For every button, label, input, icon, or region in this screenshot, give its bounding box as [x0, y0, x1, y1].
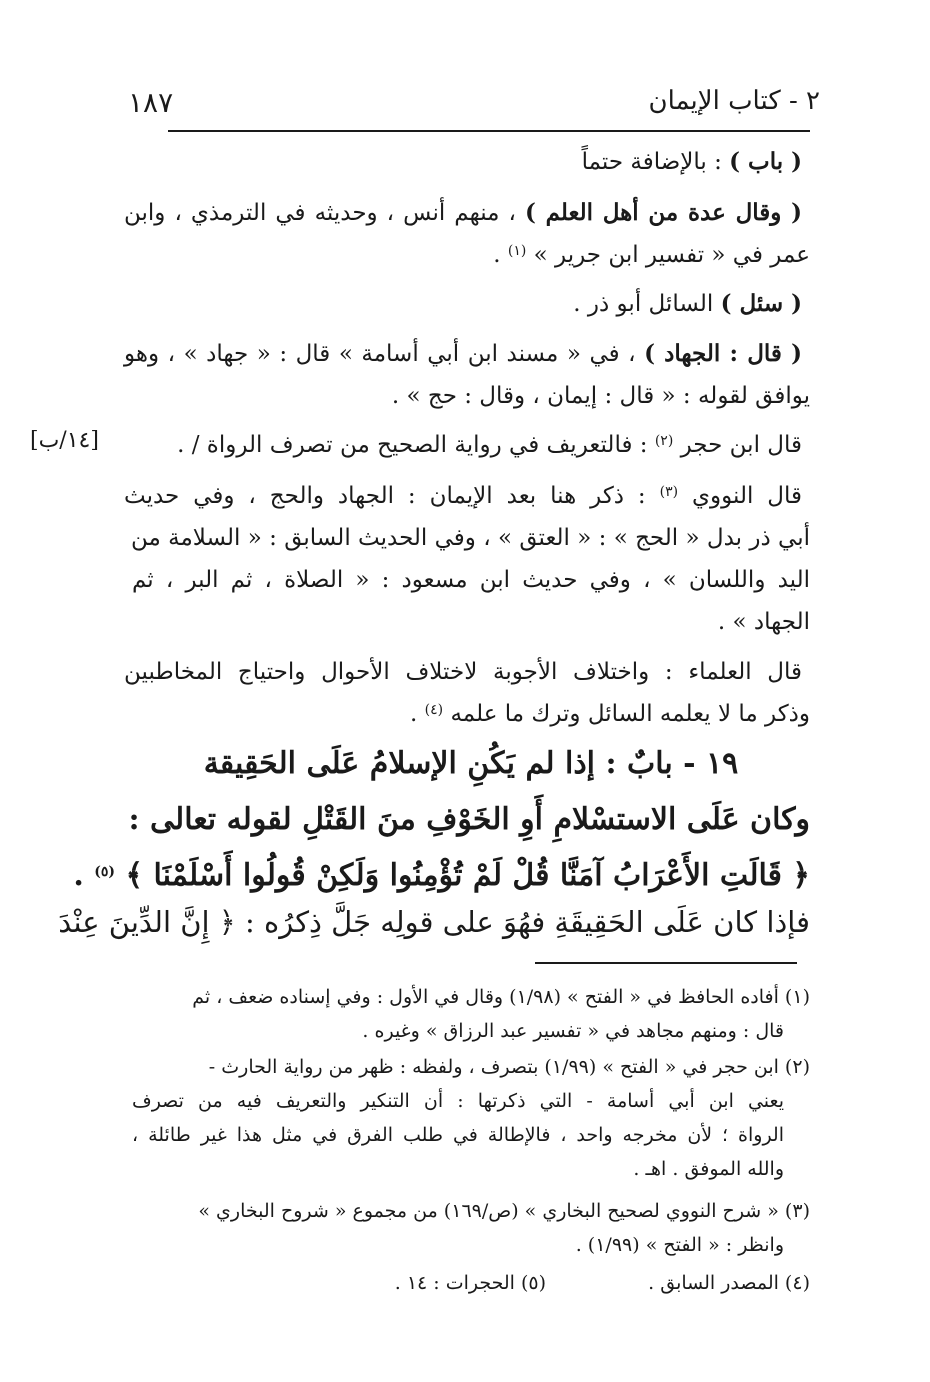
punctuation: .	[493, 242, 508, 268]
footnote-marker[interactable]: (١)	[507, 243, 527, 259]
paragraph-nawawi-line1	[124, 479, 802, 513]
chapter-heading-line2: وكان عَلَى الاستسْلامِ أَوِ الخَوْفِ منَ القَتْلِ لقوله تعالى :	[128, 802, 810, 837]
paragraph-jihad-line1	[124, 337, 802, 371]
commentary-text: ، في « مسند ابن أبي أسامة » قال : « جهاد » ، وهو	[124, 341, 645, 367]
commentary-text: ، منهم أنس ، وحديثه في الترمذي ، وابن	[124, 200, 525, 226]
footnote-2-line4: والله الموفق . اهـ .	[633, 1158, 784, 1180]
footnote-2-line1: (٢) ابن حجر في « الفتح » (١/٩٩) بتصرف ، ولفظه : ظهر من رواية الحارث -	[208, 1056, 810, 1078]
paragraph-suila	[124, 287, 802, 321]
paragraph-nawawi-line3: اليد واللسان » ، وفي حديث ابن مسعود : « الصلاة ، ثم البر ، ثم	[132, 567, 810, 593]
paragraph-ahl-al-ilm-line2	[132, 238, 810, 272]
quran-verse-line	[73, 852, 810, 900]
footnote-marker[interactable]: (٢)	[654, 433, 674, 449]
paragraph-ibn-hajar	[124, 428, 802, 462]
commentary-text: قال النووي	[678, 483, 802, 509]
footnote-4-5-row	[390, 1268, 810, 1298]
paragraph-ahl-al-ilm-line1	[124, 196, 802, 230]
header-rule	[168, 130, 810, 132]
bold-lemma: ( سئل )	[720, 290, 802, 317]
punctuation: .	[73, 858, 95, 893]
paragraph-nawawi-line4: الجهاد » .	[717, 609, 810, 635]
commentary-text: : بالإضافة حتماً	[581, 149, 730, 175]
commentary-text: وذكر ما لا يعلمه السائل وترك ما علمه	[443, 701, 810, 727]
footnote-marker[interactable]: (٣)	[659, 484, 679, 500]
commentary-text: قال ابن حجر	[673, 432, 802, 458]
paragraph-bab	[124, 145, 802, 179]
footnote-2-line3: الرواة ؛ لأن مخرجه واحد ، فالإطالة في طلب الفرق في مثل هذا غير طائلة ،	[132, 1124, 784, 1146]
paragraph-ulama-line2	[132, 697, 810, 731]
footnote-1-line2: قال : ومنهم مجاهد في « تفسير عبد الرزاق » وغيره .	[362, 1020, 784, 1042]
footnote-marker[interactable]: (٤)	[424, 702, 444, 718]
bold-lemma: ( قال : الجهاد )	[644, 340, 802, 367]
paragraph-ulama-line1: قال العلماء : واختلاف الأجوبة لاختلاف الأحوال واحتياج المخاطبين	[124, 659, 802, 685]
commentary-text: عمر في « تفسير ابن جرير »	[526, 242, 810, 268]
bold-lemma: ( باب )	[729, 148, 802, 175]
footnote-4: (٤) المصدر السابق .	[648, 1272, 810, 1294]
punctuation: .	[410, 701, 425, 727]
commentary-text: : ذكر هنا بعد الإيمان : الجهاد والحج ، وفي حديث	[124, 483, 660, 509]
bold-lemma: ( وقال عدة من أهل العلم )	[524, 199, 803, 226]
commentary-text: السائل أبو ذر .	[573, 291, 721, 317]
paragraph-jihad-line2: يوافق لقوله : « قال : إيمان ، وقال : حج » .	[391, 383, 810, 409]
paragraph-nawawi-line2: أبي ذر بدل « الحج » : « العتق » ، وفي الحديث السابق : « السلامة من	[131, 525, 810, 551]
commentary-text: : فالتعريف في رواية الصحيح من تصرف الرواة / .	[177, 432, 655, 458]
manuscript-folio-ref: [١٤/ب]	[30, 428, 99, 453]
quran-verse: ﴿ قَالَتِ الأَعْرَابُ آمَنَّا قُلْ لَمْ تُؤْمِنُوا وَلَكِنْ قُولُوا أَسْلَمْنَا ﴾	[115, 858, 810, 893]
page-number: ١٨٧	[128, 86, 174, 119]
footnote-marker[interactable]: (٥)	[94, 864, 116, 880]
hadith-text-line: فإذا كان عَلَى الحَقِيقَةِ فهُوَ على قولِه جَلَّ ذِكرُه : ﴿ إِنَّ الدِّينَ عِنْدَ	[58, 905, 810, 939]
footnote-3-line2: وانظر : « الفتح » (١/٩٩) .	[575, 1234, 784, 1256]
chapter-heading-line1: ١٩ - بابٌ : إذا لم يَكُنِ الإسلامُ عَلَى الحَقِيقة	[203, 746, 739, 781]
footnote-2-line2: يعني ابن أبي أسامة - التي ذكرتها : أن التنكير والتعريف فيه من تصرف	[132, 1090, 784, 1112]
footnote-3-line1: (٣) « شرح النووي لصحيح البخاري » (ص/١٦٩) من مجموع « شروح البخاري »	[198, 1200, 810, 1222]
running-header-title: ٢ - كتاب الإيمان	[648, 86, 820, 116]
footnote-1-line1: (١) أفاده الحافظ في « الفتح » (١/٩٨) وقال في الأول : وفي إسناده ضعف ، ثم	[192, 986, 810, 1008]
footnote-5: (٥) الحجرات : ١٤ .	[394, 1272, 547, 1294]
footnote-separator	[535, 962, 797, 964]
